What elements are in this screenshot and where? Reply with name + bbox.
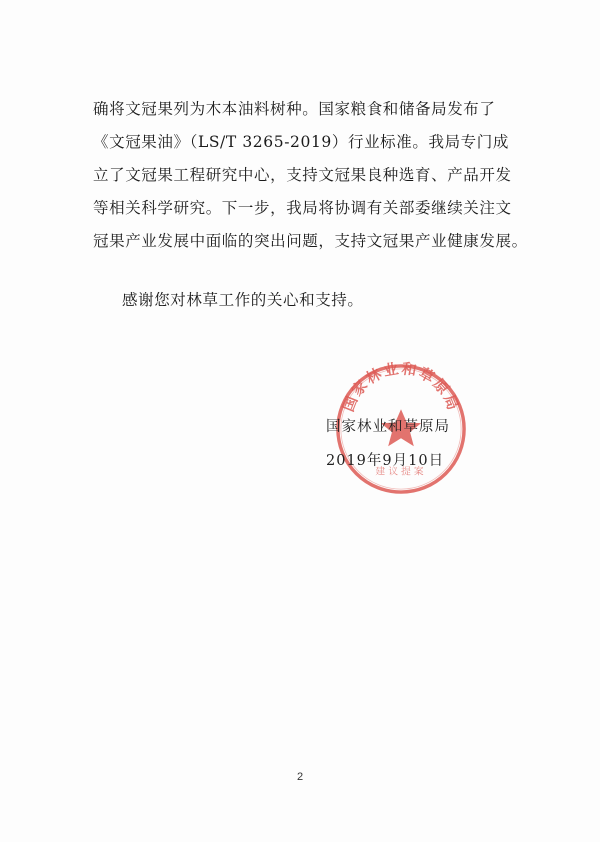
closing-remark: 感谢您对林草工作的关心和支持。 [122,291,364,309]
body-line: 确将文冠果列为木本油料树种。国家粮食和储备局发布了 [93,100,496,118]
body-paragraph [93,93,533,258]
body-line: 立了文冠果工程研究中心，支持文冠果良种选育、产品开发 [93,166,512,184]
page-number: 2 [296,771,304,783]
body-line: 《文冠果油》（LS/T 3265-2019）行业标准。我局专门成 [93,133,509,151]
body-line: 冠果产业发展中面临的突出问题，支持文冠果产业健康发展。 [93,232,528,250]
signature-block [326,410,486,478]
svg-text:国家林业和草原局: 国家林业和草原局 [340,360,462,415]
issue-date: 2019年9月10日 [326,453,445,469]
svg-text:建议提案: 建议提案 [375,466,427,478]
body-line: 等相关科学研究。下一步，我局将协调有关部委继续关注文 [93,199,512,217]
issuing-organization: 国家林业和草原局 [326,419,450,435]
